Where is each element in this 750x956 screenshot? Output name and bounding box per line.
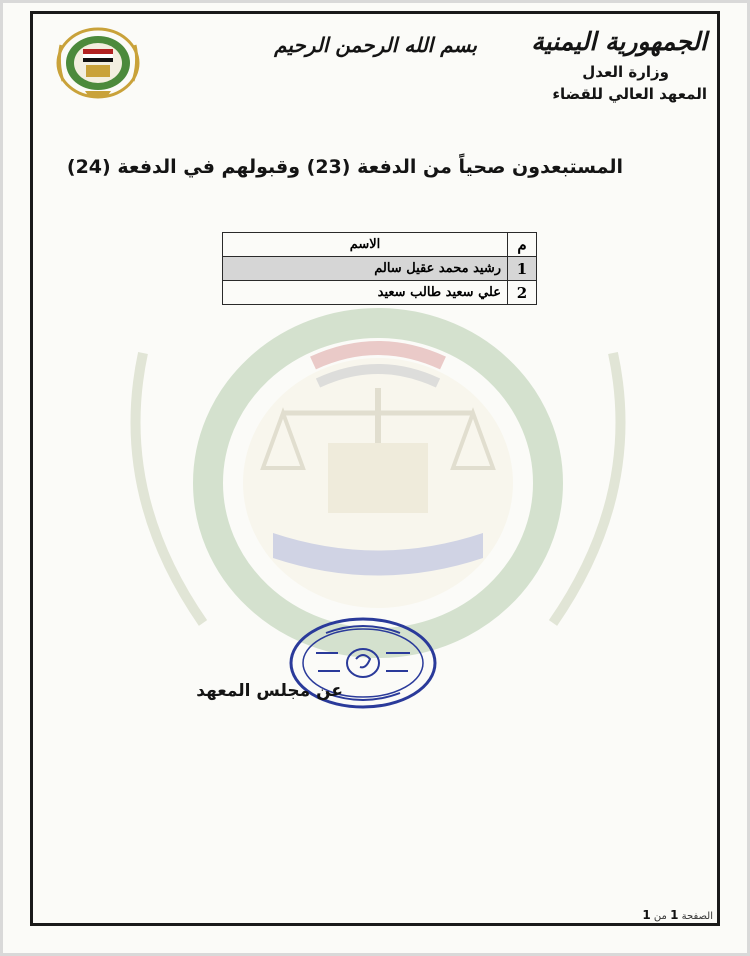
- header-num: م: [508, 233, 537, 257]
- table-header-row: [223, 233, 537, 257]
- names-table: [222, 232, 537, 305]
- table-row: [223, 257, 537, 281]
- letterhead: [477, 25, 707, 103]
- institute-name: المعهد العالي للقضاء: [552, 85, 707, 103]
- ministry-name: وزارة العدل: [582, 63, 669, 81]
- page-number: [603, 908, 713, 922]
- basmala: بسم الله الرحمن الرحيم: [274, 33, 477, 57]
- row-num: 2: [508, 281, 537, 305]
- page-label: الصفحة: [681, 911, 713, 922]
- row-num: 1: [508, 257, 537, 281]
- row-name: رشيد محمد عقيل سالم: [223, 257, 508, 281]
- row-name: علي سعيد طالب سعيد: [223, 281, 508, 305]
- header-name: الاسم: [223, 233, 508, 257]
- republic-name: الجمهورية اليمنية: [531, 27, 707, 56]
- signoff: عن مجلس المعهد: [196, 681, 343, 701]
- page-total: 1: [642, 908, 651, 922]
- page-current: 1: [670, 908, 679, 922]
- document-page: [3, 3, 747, 953]
- page-title: المستبعدون صحياً من الدفعة (23) وقبولهم في الدفعة (24): [66, 156, 623, 178]
- table-row: [223, 281, 537, 305]
- institute-emblem-icon: [53, 25, 143, 101]
- page-sep: من: [653, 911, 667, 922]
